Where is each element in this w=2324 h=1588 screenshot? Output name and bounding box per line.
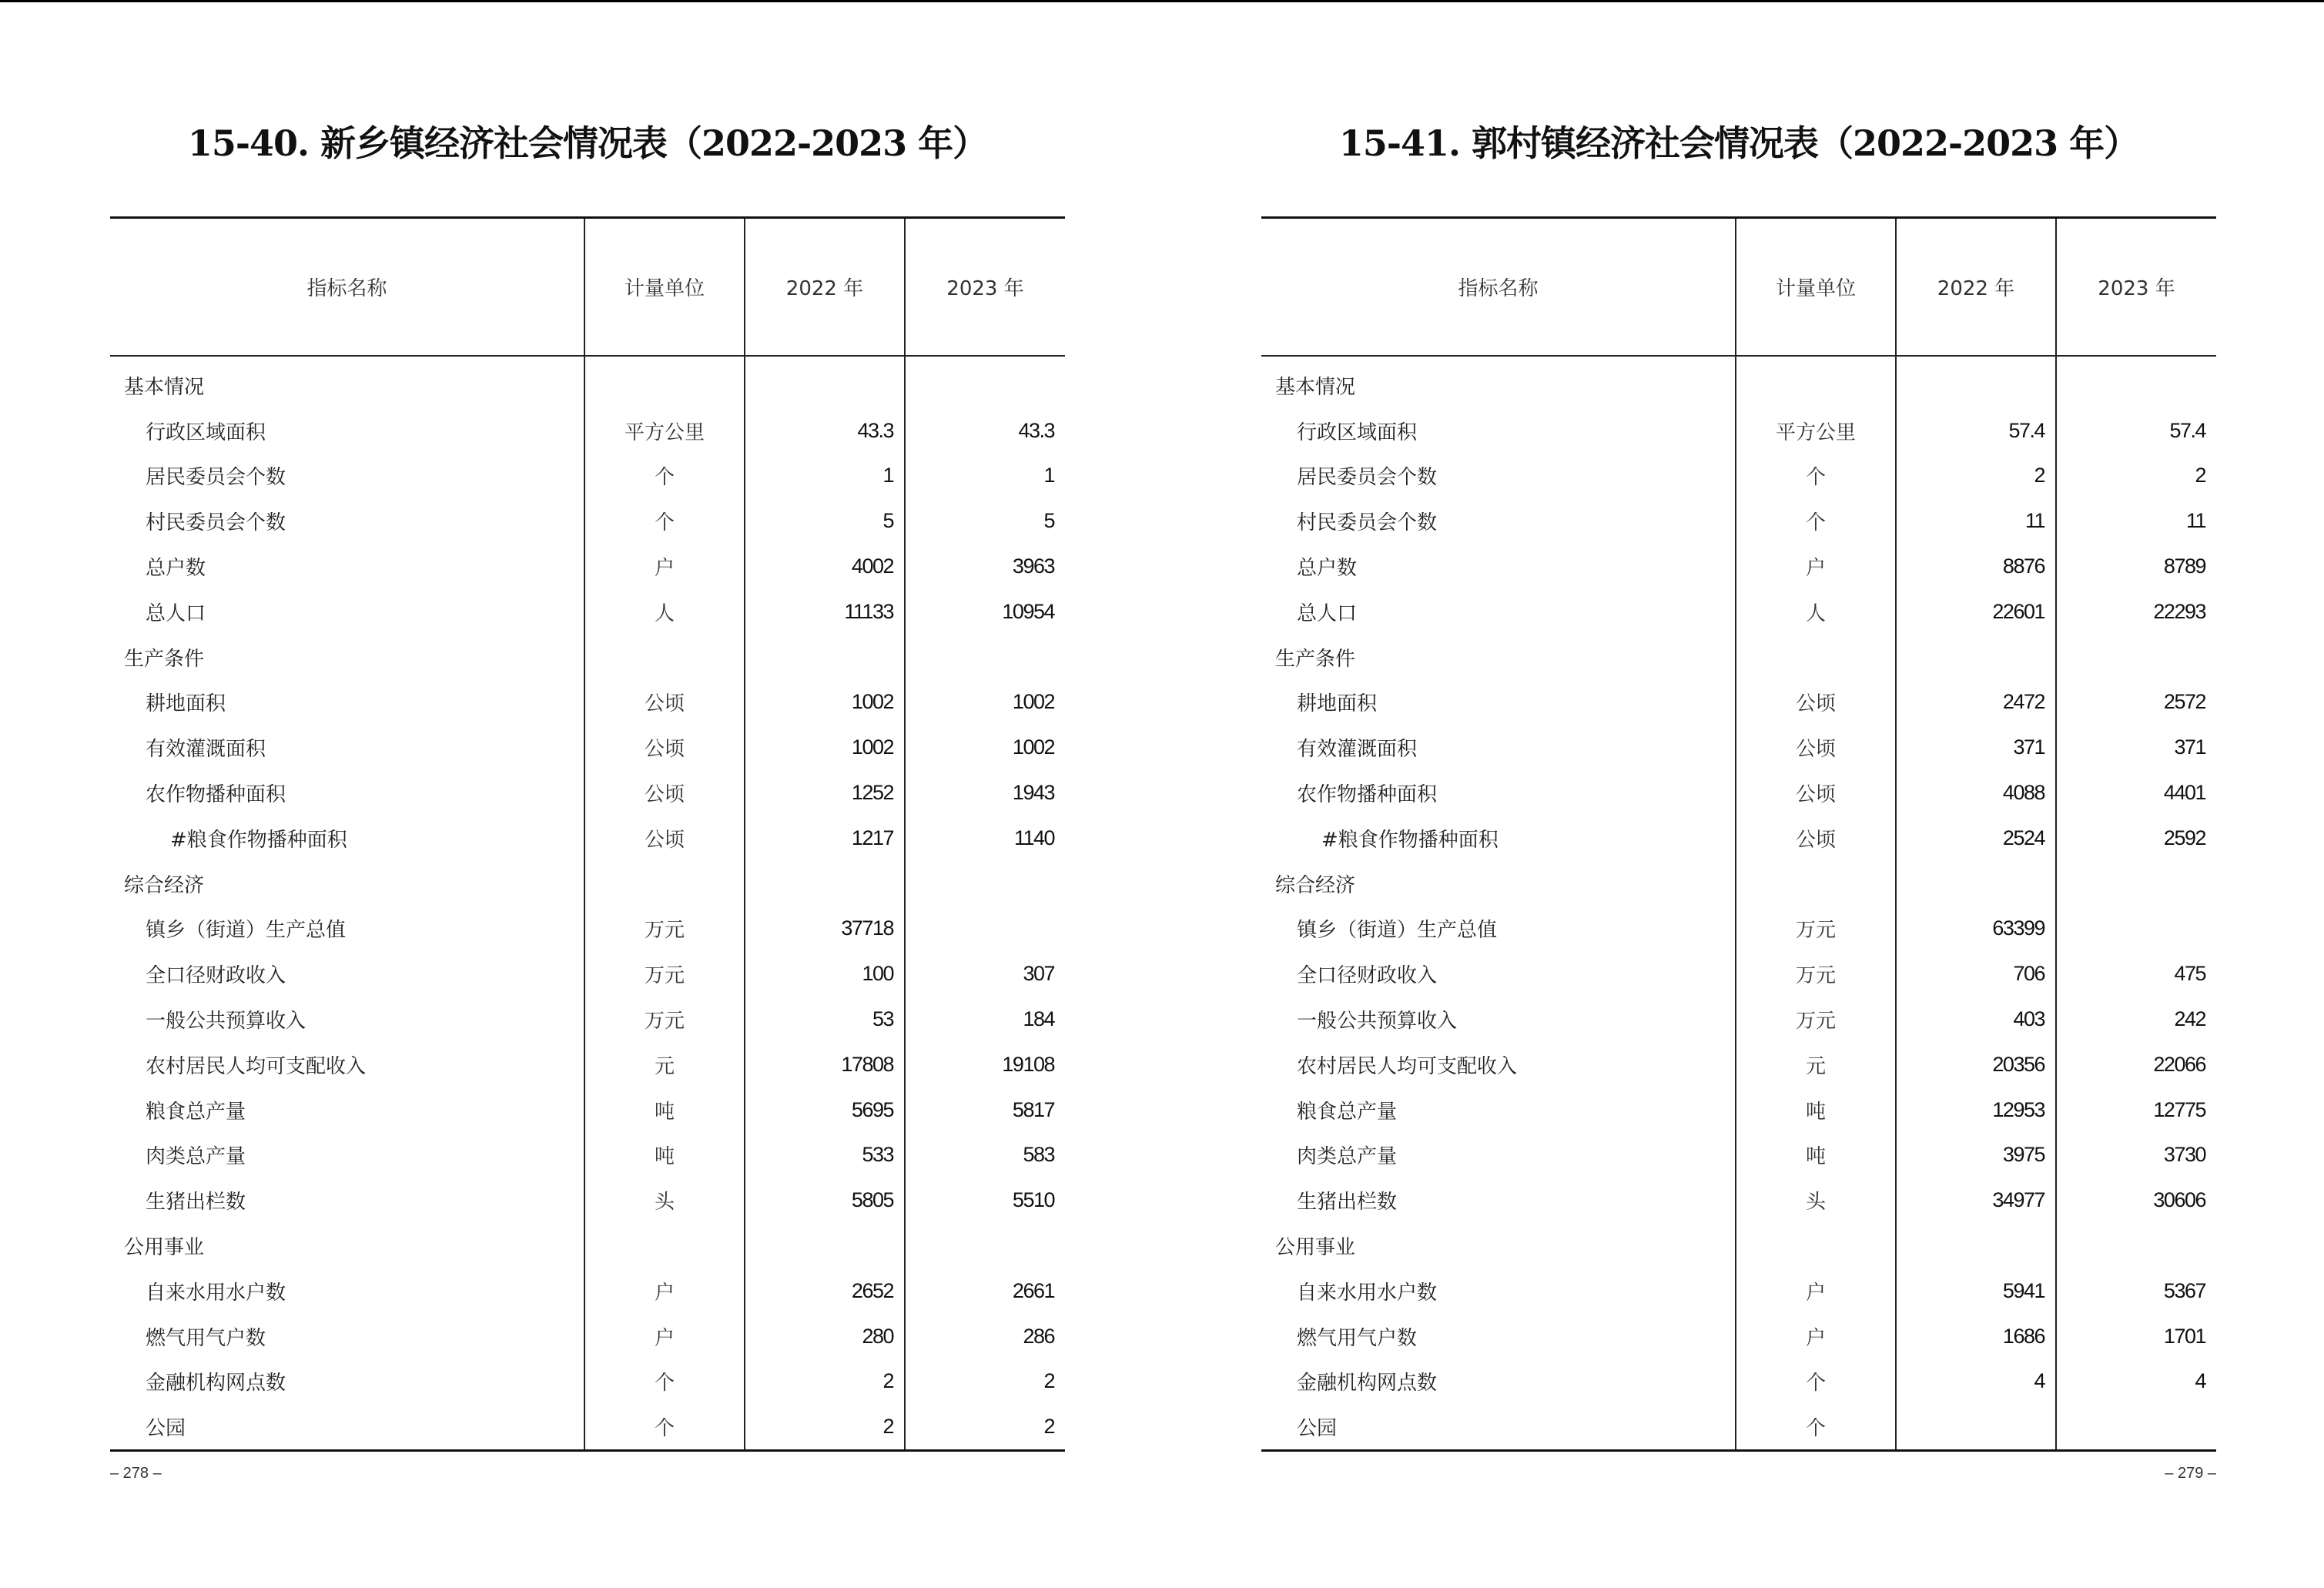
unit-cell: 个 (1736, 498, 1896, 544)
value-2023-cell: 3730 (2056, 1133, 2216, 1178)
unit-cell: 公顷 (584, 725, 745, 770)
indicator-name-cell: 农作物播种面积 (146, 783, 286, 807)
value-2022-cell: 1252 (745, 770, 905, 816)
unit-cell: 万元 (1736, 906, 1896, 952)
table-row (110, 1178, 1065, 1223)
value-2022-cell: 1 (745, 454, 905, 499)
value-2022-cell (1896, 1223, 2056, 1268)
indicator-name-cell: 金融机构网点数 (146, 1372, 286, 1395)
value-2022-cell: 2524 (1896, 816, 2056, 861)
indicator-name-cell: 镇乡（街道）生产总值 (1297, 919, 1498, 943)
header-indicator-name: 指标名称 (1261, 218, 1736, 357)
value-2023-cell: 2 (905, 1404, 1065, 1450)
indicator-name-cell: 生猪出栏数 (146, 1191, 246, 1214)
table-row (1261, 1133, 2216, 1178)
table-row (110, 1404, 1065, 1450)
indicator-name-cell: 综合经济 (1275, 873, 1356, 897)
value-2023-cell: 12775 (2056, 1087, 2216, 1133)
unit-cell: 吨 (1736, 1133, 1896, 1178)
indicator-name-cell: 耕地面积 (146, 692, 226, 716)
indicator-name-cell: 一般公共预算收入 (146, 1010, 306, 1034)
unit-cell: 户 (584, 1314, 745, 1359)
page-number: – 279 – (2165, 1465, 2216, 1482)
statistics-table (110, 216, 1065, 1452)
value-2022-cell (745, 861, 905, 906)
indicator-name-cell: 行政区域面积 (146, 420, 266, 444)
value-2022-cell: 533 (745, 1133, 905, 1178)
unit-cell: 万元 (584, 906, 745, 952)
unit-cell (584, 635, 745, 680)
value-2022-cell: 2652 (745, 1268, 905, 1314)
unit-cell: 平方公里 (1736, 408, 1896, 454)
unit-cell (1736, 1223, 1896, 1268)
value-2023-cell (2056, 635, 2216, 680)
table-section-row (1261, 1223, 2216, 1268)
value-2022-cell: 57.4 (1896, 408, 2056, 454)
unit-cell: 元 (1736, 1042, 1896, 1087)
value-2023-cell: 242 (2056, 997, 2216, 1042)
table-row (110, 1359, 1065, 1405)
value-2022-cell: 4088 (1896, 770, 2056, 816)
indicator-name-cell: 总户数 (1297, 557, 1358, 581)
value-2022-cell: 37718 (745, 906, 905, 952)
table-row (1261, 1404, 2216, 1450)
unit-cell: 个 (584, 1404, 745, 1450)
table-row (1261, 997, 2216, 1042)
value-2022-cell: 4 (1896, 1359, 2056, 1405)
unit-cell: 公顷 (584, 816, 745, 861)
unit-cell: 吨 (584, 1087, 745, 1133)
value-2023-cell: 1002 (905, 680, 1065, 725)
indicator-name-cell: 公用事业 (124, 1236, 205, 1260)
value-2023-cell: 2592 (2056, 816, 2216, 861)
table-section-row (110, 1223, 1065, 1268)
indicator-name-cell: #粮食作物播种面积 (170, 828, 347, 852)
table-row (1261, 1042, 2216, 1087)
unit-cell: 公顷 (1736, 725, 1896, 770)
indicator-name-cell: 总户数 (146, 557, 206, 581)
indicator-name-cell: #粮食作物播种面积 (1321, 828, 1499, 852)
value-2023-cell (2056, 1404, 2216, 1450)
value-2022-cell: 5941 (1896, 1268, 2056, 1314)
header-unit: 计量单位 (1736, 218, 1896, 357)
table-row (1261, 1087, 2216, 1133)
table-row (1261, 1359, 2216, 1405)
table-row (110, 816, 1065, 861)
unit-cell (584, 356, 745, 408)
table-row (1261, 816, 2216, 861)
unit-cell: 万元 (584, 997, 745, 1042)
unit-cell: 户 (1736, 1314, 1896, 1359)
table-row (1261, 770, 2216, 816)
unit-cell: 头 (584, 1178, 745, 1223)
value-2023-cell: 2 (905, 1359, 1065, 1405)
value-2023-cell: 307 (905, 951, 1065, 997)
value-2022-cell: 34977 (1896, 1178, 2056, 1223)
value-2022-cell: 1686 (1896, 1314, 2056, 1359)
table-row (110, 1268, 1065, 1314)
indicator-name-cell: 全口径财政收入 (1297, 964, 1438, 988)
value-2022-cell: 100 (745, 951, 905, 997)
table-row (110, 1042, 1065, 1087)
indicator-name-cell: 综合经济 (124, 873, 205, 897)
unit-cell: 元 (584, 1042, 745, 1087)
value-2023-cell: 2572 (2056, 680, 2216, 725)
indicator-name-cell: 农村居民人均可支配收入 (146, 1054, 367, 1078)
header-indicator-name: 指标名称 (110, 218, 584, 357)
value-2022-cell: 5695 (745, 1087, 905, 1133)
unit-cell: 人 (1736, 589, 1896, 635)
indicator-name-cell: 金融机构网点数 (1297, 1372, 1438, 1395)
indicator-name-cell: 全口径财政收入 (146, 964, 286, 988)
value-2023-cell: 57.4 (2056, 408, 2216, 454)
value-2023-cell: 11 (2056, 498, 2216, 544)
value-2022-cell (1896, 861, 2056, 906)
unit-cell: 公顷 (1736, 770, 1896, 816)
value-2023-cell (905, 1223, 1065, 1268)
value-2023-cell (2056, 1223, 2216, 1268)
unit-cell: 个 (584, 1359, 745, 1405)
value-2022-cell (1896, 635, 2056, 680)
value-2022-cell: 403 (1896, 997, 2056, 1042)
indicator-name-cell: 肉类总产量 (146, 1145, 246, 1169)
value-2023-cell: 22066 (2056, 1042, 2216, 1087)
value-2023-cell: 30606 (2056, 1178, 2216, 1223)
indicator-name-cell: 生产条件 (1275, 647, 1356, 671)
unit-cell (584, 1223, 745, 1268)
value-2023-cell (905, 906, 1065, 952)
indicator-name-cell: 公园 (146, 1417, 186, 1441)
value-2023-cell: 10954 (905, 589, 1065, 635)
table-row (1261, 1178, 2216, 1223)
value-2022-cell: 4002 (745, 544, 905, 589)
indicator-name-cell: 农村居民人均可支配收入 (1297, 1054, 1518, 1078)
unit-cell: 万元 (1736, 997, 1896, 1042)
page-number: – 278 – (110, 1465, 162, 1482)
right-page (1261, 0, 2216, 1588)
table-row (110, 498, 1065, 544)
value-2023-cell (2056, 861, 2216, 906)
table-row (110, 770, 1065, 816)
unit-cell: 人 (584, 589, 745, 635)
value-2023-cell: 5510 (905, 1178, 1065, 1223)
table-title: 15-41. 郭村镇经济社会情况表（2022-2023 年） (1338, 122, 2139, 164)
indicator-name-cell: 农作物播种面积 (1297, 783, 1438, 807)
table-row (1261, 544, 2216, 589)
unit-cell: 公顷 (584, 680, 745, 725)
value-2023-cell (905, 635, 1065, 680)
table-row (110, 544, 1065, 589)
value-2023-cell: 184 (905, 997, 1065, 1042)
indicator-name-cell: 行政区域面积 (1297, 420, 1418, 444)
table-row (1261, 589, 2216, 635)
statistics-table (1261, 216, 2216, 1452)
value-2023-cell: 1943 (905, 770, 1065, 816)
table-section-row (110, 356, 1065, 408)
indicator-name-cell: 有效灌溉面积 (1297, 738, 1418, 762)
table-row (110, 589, 1065, 635)
unit-cell: 头 (1736, 1178, 1896, 1223)
table-row (1261, 725, 2216, 770)
unit-cell: 公顷 (584, 770, 745, 816)
value-2022-cell: 8876 (1896, 544, 2056, 589)
value-2022-cell: 11 (1896, 498, 2056, 544)
table-row (110, 408, 1065, 454)
value-2022-cell: 11133 (745, 589, 905, 635)
table-row (1261, 1314, 2216, 1359)
indicator-name-cell: 粮食总产量 (1297, 1100, 1398, 1124)
unit-cell: 个 (1736, 1404, 1896, 1450)
indicator-name-cell: 居民委员会个数 (146, 466, 286, 490)
unit-cell (584, 861, 745, 906)
indicator-name-cell: 耕地面积 (1297, 692, 1378, 716)
indicator-name-cell: 燃气用气户数 (1297, 1326, 1418, 1350)
unit-cell: 公顷 (1736, 680, 1896, 725)
value-2023-cell (2056, 356, 2216, 408)
header-2023: 2023 年 (905, 218, 1065, 357)
unit-cell: 个 (584, 454, 745, 499)
value-2023-cell: 4401 (2056, 770, 2216, 816)
value-2023-cell: 19108 (905, 1042, 1065, 1087)
value-2023-cell: 583 (905, 1133, 1065, 1178)
value-2023-cell (2056, 906, 2216, 952)
table-title: 15-40. 新乡镇经济社会情况表（2022-2023 年） (187, 122, 988, 164)
table-section-row (1261, 861, 2216, 906)
indicator-name-cell: 燃气用气户数 (146, 1326, 266, 1350)
indicator-name-cell: 粮食总产量 (146, 1100, 246, 1124)
value-2022-cell (1896, 356, 2056, 408)
value-2022-cell: 5 (745, 498, 905, 544)
value-2022-cell: 5805 (745, 1178, 905, 1223)
unit-cell: 个 (1736, 454, 1896, 499)
indicator-name-cell: 自来水用水户数 (146, 1281, 286, 1305)
value-2022-cell (745, 356, 905, 408)
table-row (110, 1087, 1065, 1133)
indicator-name-cell: 生猪出栏数 (1297, 1191, 1398, 1214)
value-2022-cell: 2 (745, 1404, 905, 1450)
table-row (110, 725, 1065, 770)
value-2022-cell: 371 (1896, 725, 2056, 770)
value-2022-cell: 22601 (1896, 589, 2056, 635)
value-2022-cell: 3975 (1896, 1133, 2056, 1178)
value-2023-cell: 43.3 (905, 408, 1065, 454)
table-row (110, 1314, 1065, 1359)
unit-cell: 平方公里 (584, 408, 745, 454)
unit-cell: 个 (584, 498, 745, 544)
value-2023-cell: 1 (905, 454, 1065, 499)
table-header-row (1261, 218, 2216, 357)
unit-cell: 万元 (584, 951, 745, 997)
value-2023-cell: 286 (905, 1314, 1065, 1359)
unit-cell: 吨 (584, 1133, 745, 1178)
left-page (110, 0, 1065, 1588)
value-2023-cell: 2 (2056, 454, 2216, 499)
table-row (110, 1133, 1065, 1178)
unit-cell: 户 (1736, 1268, 1896, 1314)
value-2023-cell: 5817 (905, 1087, 1065, 1133)
table-section-row (1261, 356, 2216, 408)
value-2022-cell: 1002 (745, 680, 905, 725)
unit-cell (1736, 635, 1896, 680)
unit-cell: 户 (584, 1268, 745, 1314)
table-row (1261, 408, 2216, 454)
value-2023-cell: 22293 (2056, 589, 2216, 635)
table-row (1261, 1268, 2216, 1314)
value-2023-cell: 3963 (905, 544, 1065, 589)
unit-cell: 万元 (1736, 951, 1896, 997)
value-2023-cell: 1701 (2056, 1314, 2216, 1359)
value-2022-cell: 2 (745, 1359, 905, 1405)
unit-cell (1736, 861, 1896, 906)
value-2023-cell: 5367 (2056, 1268, 2216, 1314)
value-2023-cell: 1140 (905, 816, 1065, 861)
indicator-name-cell: 生产条件 (124, 647, 205, 671)
value-2022-cell: 43.3 (745, 408, 905, 454)
unit-cell: 户 (584, 544, 745, 589)
unit-cell (1736, 356, 1896, 408)
value-2022-cell: 63399 (1896, 906, 2056, 952)
indicator-name-cell: 镇乡（街道）生产总值 (146, 919, 347, 943)
value-2022-cell: 53 (745, 997, 905, 1042)
indicator-name-cell: 有效灌溉面积 (146, 738, 266, 762)
header-2023: 2023 年 (2056, 218, 2216, 357)
value-2022-cell (1896, 1404, 2056, 1450)
value-2023-cell: 5 (905, 498, 1065, 544)
value-2022-cell: 2 (1896, 454, 2056, 499)
table-row (1261, 454, 2216, 499)
indicator-name-cell: 村民委员会个数 (146, 511, 286, 535)
value-2022-cell: 706 (1896, 951, 2056, 997)
table-section-row (110, 635, 1065, 680)
table-row (1261, 498, 2216, 544)
table-row (1261, 906, 2216, 952)
unit-cell: 个 (1736, 1359, 1896, 1405)
value-2023-cell: 1002 (905, 725, 1065, 770)
value-2022-cell: 1217 (745, 816, 905, 861)
table-section-row (1261, 635, 2216, 680)
table-section-row (110, 861, 1065, 906)
table-header-row (110, 218, 1065, 357)
value-2022-cell: 12953 (1896, 1087, 2056, 1133)
value-2022-cell: 20356 (1896, 1042, 2056, 1087)
table-row (1261, 680, 2216, 725)
header-unit: 计量单位 (584, 218, 745, 357)
unit-cell: 吨 (1736, 1087, 1896, 1133)
table-row (110, 951, 1065, 997)
indicator-name-cell: 一般公共预算收入 (1297, 1010, 1458, 1034)
header-2022: 2022 年 (745, 218, 905, 357)
value-2022-cell (745, 635, 905, 680)
indicator-name-cell: 公园 (1297, 1417, 1338, 1441)
indicator-name-cell: 肉类总产量 (1297, 1145, 1398, 1169)
value-2023-cell (905, 356, 1065, 408)
value-2023-cell (905, 861, 1065, 906)
indicator-name-cell: 总人口 (146, 601, 206, 625)
unit-cell: 户 (1736, 544, 1896, 589)
table-row (110, 997, 1065, 1042)
indicator-name-cell: 居民委员会个数 (1297, 466, 1438, 490)
indicator-name-cell: 自来水用水户数 (1297, 1281, 1438, 1305)
table-row (110, 680, 1065, 725)
table-row (110, 454, 1065, 499)
value-2022-cell: 17808 (745, 1042, 905, 1087)
value-2022-cell: 1002 (745, 725, 905, 770)
table-row (110, 906, 1065, 952)
value-2022-cell: 280 (745, 1314, 905, 1359)
value-2023-cell: 475 (2056, 951, 2216, 997)
indicator-name-cell: 基本情况 (1275, 375, 1356, 399)
value-2023-cell: 8789 (2056, 544, 2216, 589)
table-row (1261, 951, 2216, 997)
value-2023-cell: 4 (2056, 1359, 2216, 1405)
indicator-name-cell: 村民委员会个数 (1297, 511, 1438, 535)
value-2023-cell: 2661 (905, 1268, 1065, 1314)
unit-cell: 公顷 (1736, 816, 1896, 861)
indicator-name-cell: 总人口 (1297, 601, 1358, 625)
value-2022-cell: 2472 (1896, 680, 2056, 725)
value-2023-cell: 371 (2056, 725, 2216, 770)
indicator-name-cell: 基本情况 (124, 375, 205, 399)
header-2022: 2022 年 (1896, 218, 2056, 357)
value-2022-cell (745, 1223, 905, 1268)
indicator-name-cell: 公用事业 (1275, 1236, 1356, 1260)
